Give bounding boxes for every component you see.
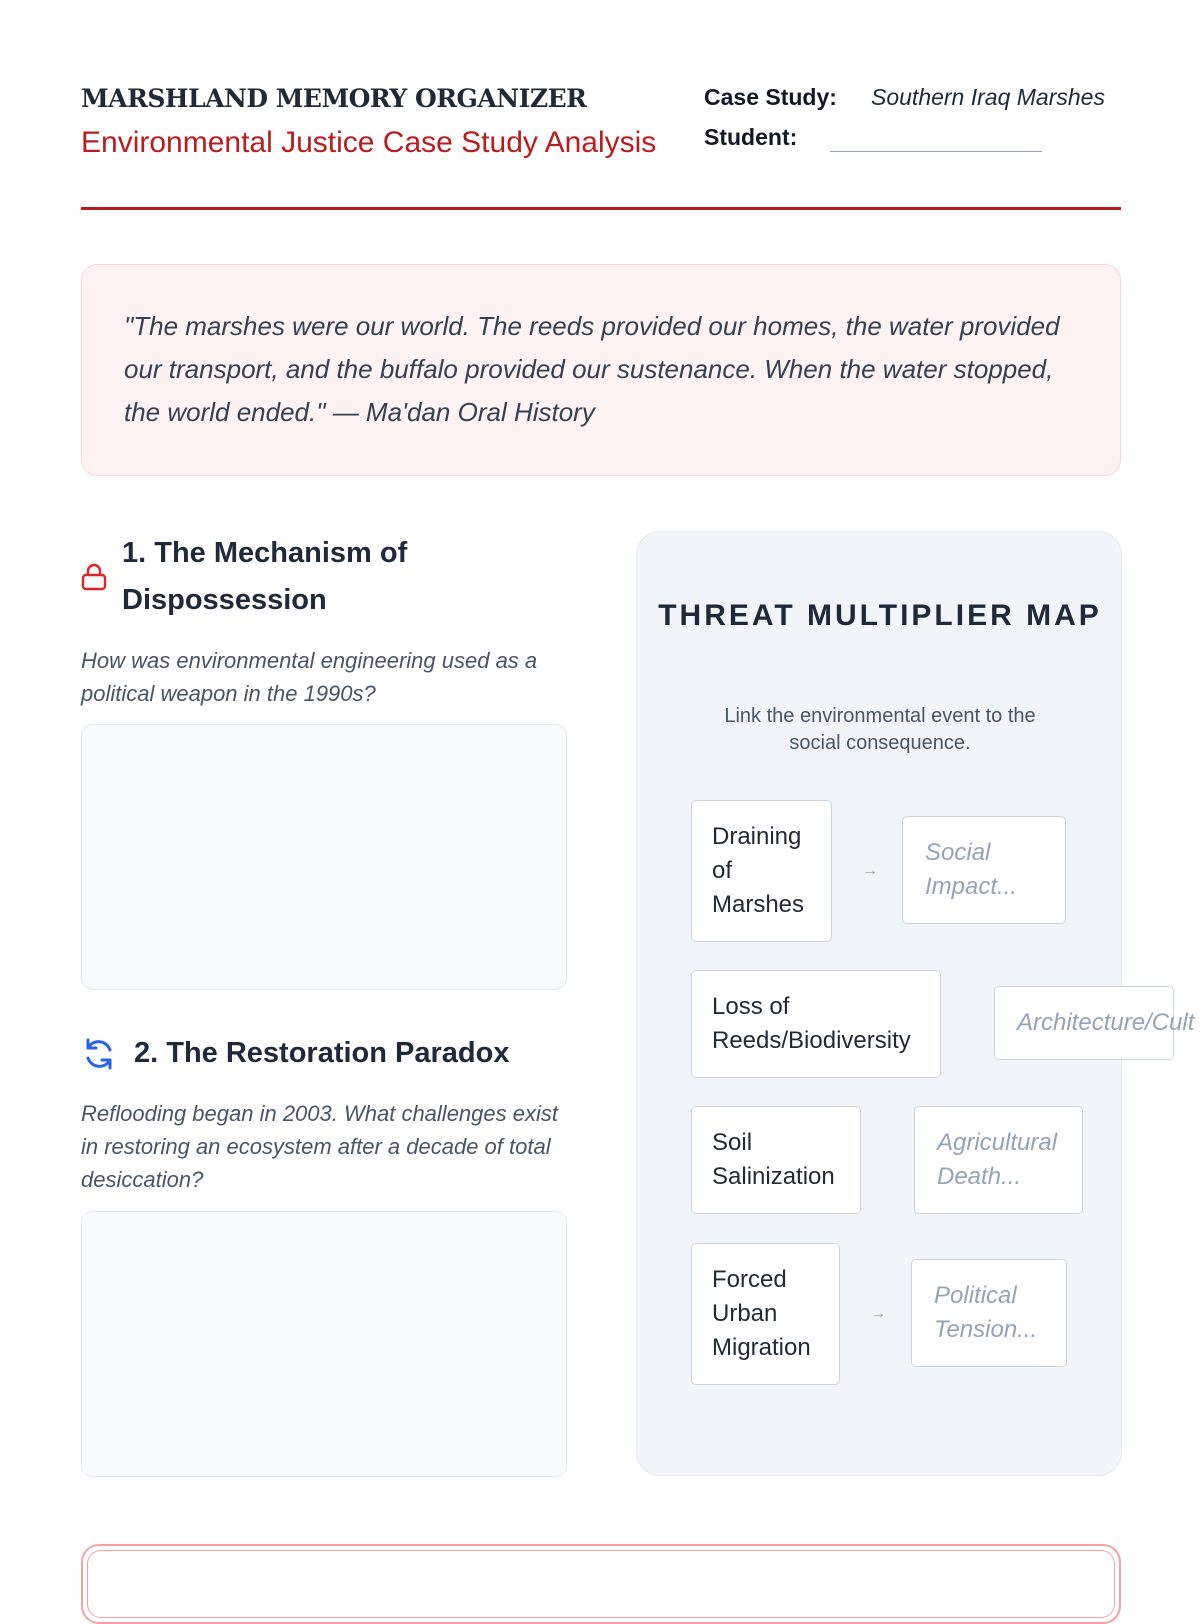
student-name-field[interactable] [830, 151, 1042, 152]
event-card: Soil Salinization [691, 1106, 861, 1214]
answer-box-dispossession[interactable] [81, 724, 567, 990]
arrow-right-icon: → [862, 862, 878, 879]
event-card: Draining of Marshes [691, 800, 832, 942]
worksheet-header [81, 0, 1121, 210]
section-title: 1. The Mechanism of Dispossession [122, 537, 408, 616]
case-study-value: Southern Iraq Marshes [871, 84, 1105, 110]
section-prompt: How was environmental engineering used as a political weapon in the 1990s? [81, 648, 538, 706]
impact-input[interactable]: Agricultural Death... [914, 1106, 1083, 1214]
threat-multiplier-map [636, 531, 1195, 1476]
impact-input[interactable]: Architecture/Cult [994, 986, 1174, 1060]
reflection-box [81, 1544, 1121, 1624]
arrow-right-icon: → [870, 1305, 886, 1322]
worksheet-brand: MARSHLAND MEMORY ORGANIZER [81, 84, 587, 113]
student-label: Student: [704, 124, 798, 150]
section-title: 2. The Restoration Paradox [134, 1037, 510, 1069]
worksheet-subtitle: Environmental Justice Case Study Analysis [81, 126, 657, 159]
section-prompt: Reflooding began in 2003. What challenges exist in restoring an ecosystem after a decade of total desiccation? [81, 1101, 558, 1192]
header-divider [81, 207, 1121, 210]
answer-box-restoration[interactable] [81, 1211, 567, 1477]
quote-text: "The marshes were our world. The reeds provided our homes, the water provided our transport, and the buffalo provided our sustenance. When the water stopped, the world ended." — Ma'dan Oral History [124, 311, 1060, 427]
event-card: Loss of Reeds/Biodiversity [691, 970, 941, 1078]
oral-history-quote [81, 264, 1121, 476]
impact-input[interactable]: Social Impact... [902, 816, 1066, 924]
worksheet-page [81, 0, 1195, 1600]
map-instructions: Link the environmental event to the social consequence. [724, 705, 1036, 754]
refresh-icon [81, 1036, 117, 1077]
lock-icon [81, 563, 107, 596]
map-title: THREAT MULTIPLIER MAP [658, 599, 1102, 632]
impact-input[interactable]: Political Tension... [911, 1259, 1067, 1367]
case-study-label: Case Study: [704, 84, 837, 110]
event-card: Forced Urban Migration [691, 1243, 840, 1385]
